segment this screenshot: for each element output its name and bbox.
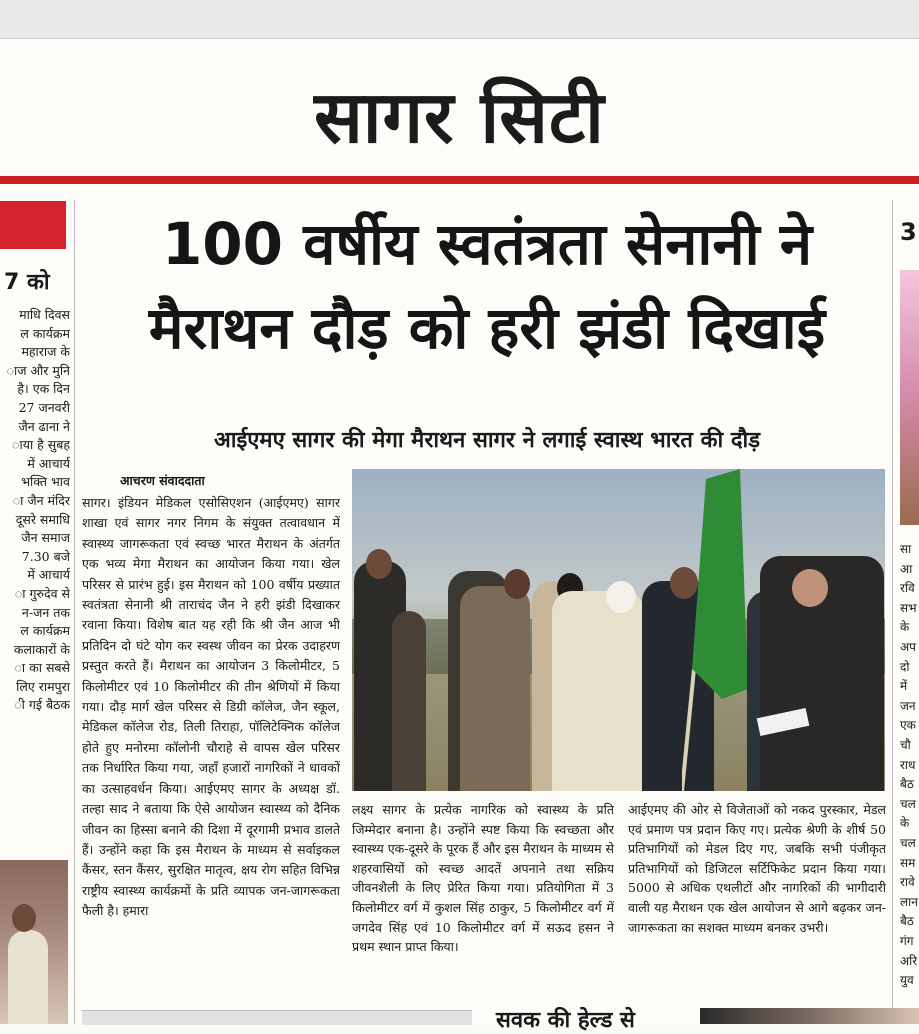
browser-top-strip: [0, 0, 919, 39]
left-column-line: माधि दिवस: [19, 307, 70, 322]
bottom-headline: सवक की हेल्ड से: [496, 1008, 635, 1033]
right-column-line: सम: [900, 855, 916, 870]
column-divider: [74, 200, 75, 1024]
green-flag: [682, 469, 752, 791]
photo-person: [8, 930, 48, 1024]
left-column-line: ा का सबसे: [14, 660, 70, 676]
right-column-line: रवि: [900, 581, 915, 596]
right-column-line: गंग: [900, 934, 914, 948]
right-column-line: एक: [900, 718, 916, 733]
right-column-line: चौ: [900, 738, 911, 752]
right-column-line: के: [900, 816, 910, 831]
right-column-line: लान: [900, 894, 918, 909]
left-column-line: कलाकारों के: [13, 641, 70, 657]
right-column-line: अरि: [900, 953, 918, 968]
photo-person-head: [504, 569, 530, 599]
left-column-line: ल कार्यक्रम: [20, 623, 70, 639]
left-column-line: भक्ति भाव: [21, 474, 70, 490]
left-column-line: ाया है सुबह: [12, 437, 70, 453]
left-neighbor-column: [0, 258, 70, 738]
left-column-line: में आचार्य: [27, 455, 70, 471]
photo-person-head: [12, 904, 36, 932]
left-column-line: ल कार्यक्रम: [20, 325, 70, 341]
photo-person-head: [366, 549, 392, 579]
photo-person-head: [606, 581, 636, 613]
photo-person-head: [792, 569, 828, 607]
left-column-line: 7.30 बजे: [21, 548, 70, 564]
article-column-2: लक्ष्य सागर के प्रत्येक नागरिक को स्वास्थ्य के प्रति जिम्मेदार बनाना है। उन्होंने स्पष्ट किया कि स्वच्छता और स्वास्थ्य एक-दूसरे के पूरक हैं और इस मैराथन के माध्यम से शहरवासियों को स्वच्छ आदतें अपनाने तथा सक्रिय जीवनशैली के लिए प्रेरित किया गया। प्रतियोगिता में 3 किलोमीटर वर्ग में कुशल सिंह ठाकुर, 5 किलोमीटर वर्ग में जगदेव सिंह एवं 10 किलोमीटर वर्ग में सऊद हसन ने प्रथम स्थान प्राप्त किया।: [352, 802, 614, 955]
right-column-line: में: [900, 679, 908, 694]
left-column-line: ाज और मुनि: [6, 362, 70, 378]
article-column-1: सागर। इंडियन मेडिकल एसोसिएशन (आईएमए) सागर शाखा एवं सागर नगर निगम के संयुक्त तत्वावधान में स्वास्थ्य जागरूकता एवं स्वच्छ भारत मैराथन के अंतर्गत एक भव्य मेगा मैराथन का आयोजन किया गया। खेल परिसर से प्रारंभ हुई। इस मैराथन को 100 वर्षीय प्रख्यात स्वतंत्रता सेनानी श्री ताराचंद जैन ने हरी झंडी दिखाकर रवाना किया। विशेष बात यह रही कि श्री जैन आज भी प्रतिदिन दो घंटे योग कर स्वस्थ जीवन का प्रेरक उदाहरण प्रस्तुत करते हैं। मैराथन का आयोजन 3 किलोमीटर, 5 किलोमीटर एवं 10 किलोमीटर की तीन श्रेणियों में किया गया। दौड़ मार्ग खेल परिसर से डिग्री कॉलेज, जैन स्कूल, मेडिकल कॉलेज रोड, तिली तिराहा, पॉलिटेक्निक कॉलेज होते हुए मनोरमा कॉलोनी चौराहे से वापस खेल परिसर तक निर्धारित किया गया, जहाँ हजारों नागरिकों ने धावकों का उत्साहवर्धन किया। आईएमए सागर के अध्यक्ष डॉ. तल्हा साद ने बताया कि ऐसे आयोजन स्वास्थ्य को दैनिक जीवन का हिस्सा बनाने की दिशा में दूरगामी प्रभाव डालते हैं। उन्होंने कहा कि इस मैराथन के माध्यम से सर्वाइकल कैंसर, स्तन कैंसर, सुरक्षित मातृत्व, क्षय रोग सहित विभिन्न राष्ट्रीय स्वास्थ्य कार्यक्रमों के प्रति व्यापक जन-जागरूकता फैली है। हमारा: [82, 495, 340, 919]
left-column-line: न-जन तक: [21, 604, 70, 620]
right-column-line: के: [900, 620, 910, 635]
right-column-line: सा: [900, 542, 912, 556]
left-column-line: है। एक दिन: [17, 381, 70, 397]
right-column-line: चल: [900, 796, 916, 811]
byline: आचरण संवाददाता: [120, 473, 205, 488]
page-masthead: सागर सिटी: [314, 75, 605, 159]
photo-person: [392, 611, 426, 791]
left-column-line: ी गई बैठक: [14, 697, 70, 713]
headline-line-1: 100 वर्षीय स्वतंत्रता सेनानी ने: [161, 210, 813, 278]
right-column-line: युव: [900, 973, 914, 988]
marathon-flag-off-photo: [352, 469, 885, 791]
right-column-heading: 3: [900, 218, 917, 246]
left-column-heading: 7 को: [4, 270, 50, 295]
left-column-line: जैन ढाना ने: [18, 418, 70, 434]
photo-person: [552, 591, 644, 791]
left-column-line: में आचार्य: [27, 567, 70, 583]
right-neighbor-photo: [900, 270, 919, 525]
bottom-photo-strip: [82, 1010, 472, 1025]
right-column-line: राध: [900, 757, 916, 772]
photo-person: [460, 586, 530, 791]
masthead-rule: [0, 176, 919, 184]
left-column-lines: [0, 306, 70, 715]
right-column-line: बैठ: [900, 777, 914, 792]
headline-line-2: मैराथन दौड़ को हरी झंडी दिखाई: [148, 294, 826, 362]
article-column-3: आईएमए की ओर से विजेताओं को नकद पुरस्कार, मेडल एवं प्रमाण पत्र प्रदान किए गए। प्रत्येक श्रेणी के शीर्ष 50 प्रतिभागियों को मेडल दिए गए, जबकि सभी पंजीकृत प्रतिभागियों को डिजिटल सर्टिफिकेट प्रदान किया गया। 5000 से अधिक एथलीटों और नागरिकों की भागीदारी वाली यह मैराथन एक खेल आयोजन से आगे बढ़कर जन-जागरूकता का सशक्त माध्यम बनकर उभरी।: [628, 802, 886, 935]
left-column-line: 27 जनवरी: [18, 399, 70, 415]
right-column-line: आ: [900, 561, 913, 576]
right-column-line: रावे: [900, 875, 915, 890]
right-column-line: अप: [900, 640, 916, 654]
left-column-line: जैन समाज: [21, 530, 70, 546]
right-column-line: सभ: [900, 600, 917, 615]
left-column-line: ा जैन मंदिर: [12, 492, 70, 508]
left-neighbor-photo: [0, 860, 68, 1024]
right-column-line: चल: [900, 836, 916, 850]
left-column-line: दूसरे समाधि: [15, 511, 70, 527]
left-column-line: ा गुरुदेव से: [14, 585, 70, 601]
right-column-line: जन: [900, 698, 916, 713]
column-divider: [892, 200, 893, 1024]
sub-headline: आईएमए सागर की मेगा मैराथन सागर ने लगाई स्वास्थ भारत की दौड़: [213, 428, 760, 453]
right-column-line: बैठ: [900, 914, 914, 929]
left-column-line: लिए रामपुरा: [16, 678, 70, 694]
left-section-label-box: [0, 201, 66, 249]
right-column-line: दो: [900, 659, 910, 674]
bottom-right-photo: [700, 1008, 919, 1024]
left-column-line: महाराज के: [21, 344, 70, 360]
main-headline: [82, 206, 892, 366]
